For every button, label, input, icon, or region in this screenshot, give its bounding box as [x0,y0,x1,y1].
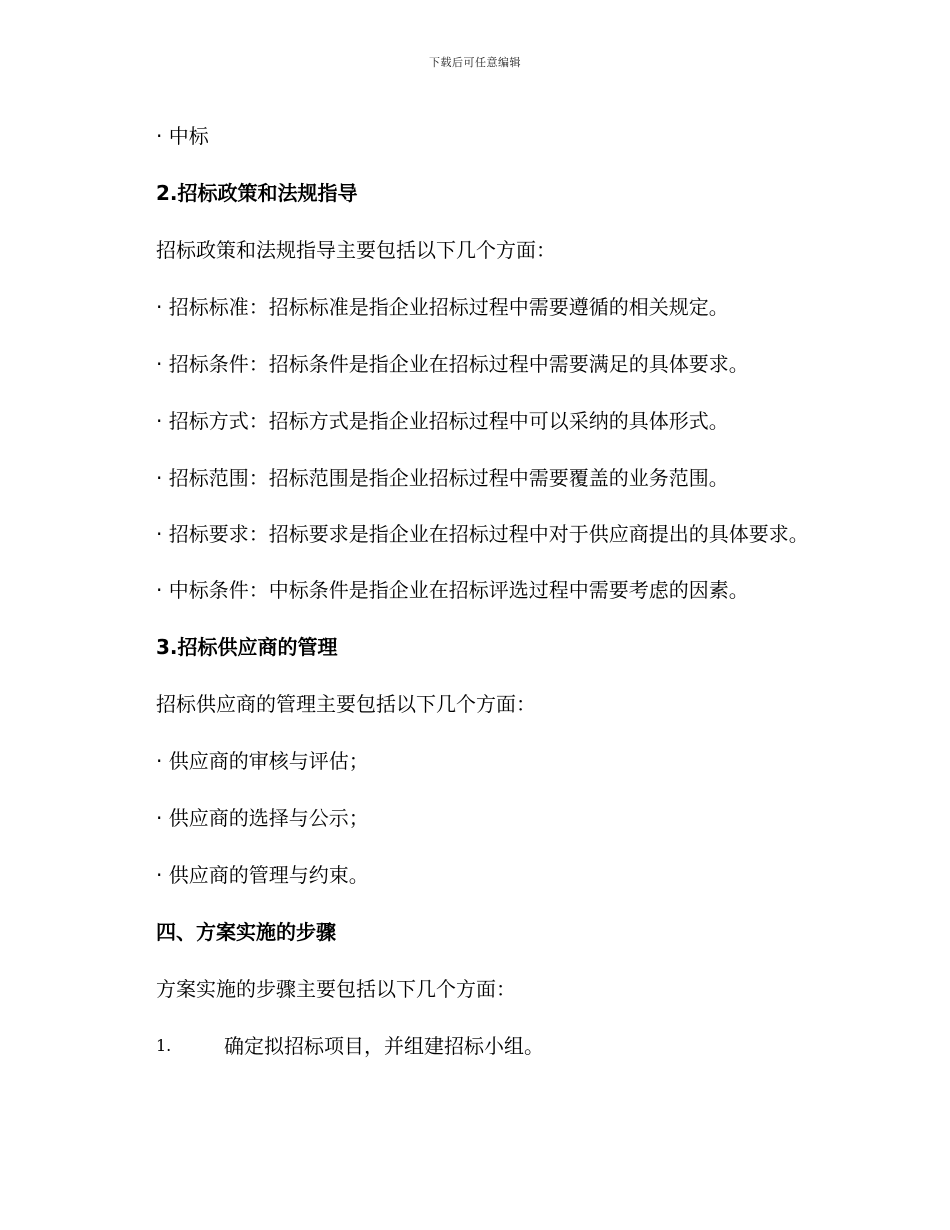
bullet-item-supplier-review: · 供应商的审核与评估； [156,749,369,773]
list-item-text: 确定拟招标项目，并组建招标小组。 [224,1034,544,1058]
paragraph-implementation-intro: 方案实施的步骤主要包括以下几个方面： [156,977,516,1001]
bullet-item-scope: · 招标范围：招标范围是指企业招标过程中需要覆盖的业务范围。 [156,466,729,490]
section-heading-implementation: 四、方案实施的步骤 [156,920,336,944]
bullet-item-winning-conditions: · 中标条件：中标条件是指企业在招标评选过程中需要考虑的因素。 [156,578,749,602]
bullet-item-requirements: · 招标要求：招标要求是指企业在招标过程中对于供应商提出的具体要求。 [156,522,809,546]
bullet-item-method: · 招标方式：招标方式是指企业招标过程中可以采纳的具体形式。 [156,409,729,433]
bullet-item-supplier-management: · 供应商的管理与约束。 [156,863,369,887]
bullet-item-conditions: · 招标条件：招标条件是指企业在招标过程中需要满足的具体要求。 [156,352,749,376]
section-heading-supplier: 3.招标供应商的管理 [156,635,338,659]
bullet-item-winning-bid: · 中标 [156,124,209,148]
paragraph-policy-intro: 招标政策和法规指导主要包括以下几个方面： [156,238,556,262]
document-body [113,112,825,1070]
section-heading-policy: 2.招标政策和法规指导 [156,181,358,205]
list-number: 1. [156,1036,172,1055]
page-header: 下载后可任意编辑 [429,56,521,69]
bullet-item-standard: · 招标标准：招标标准是指企业招标过程中需要遵循的相关规定。 [156,295,729,319]
paragraph-supplier-intro: 招标供应商的管理主要包括以下几个方面： [156,692,536,716]
numbered-list-item [113,1022,825,1070]
bullet-item-supplier-selection: · 供应商的选择与公示； [156,806,369,830]
